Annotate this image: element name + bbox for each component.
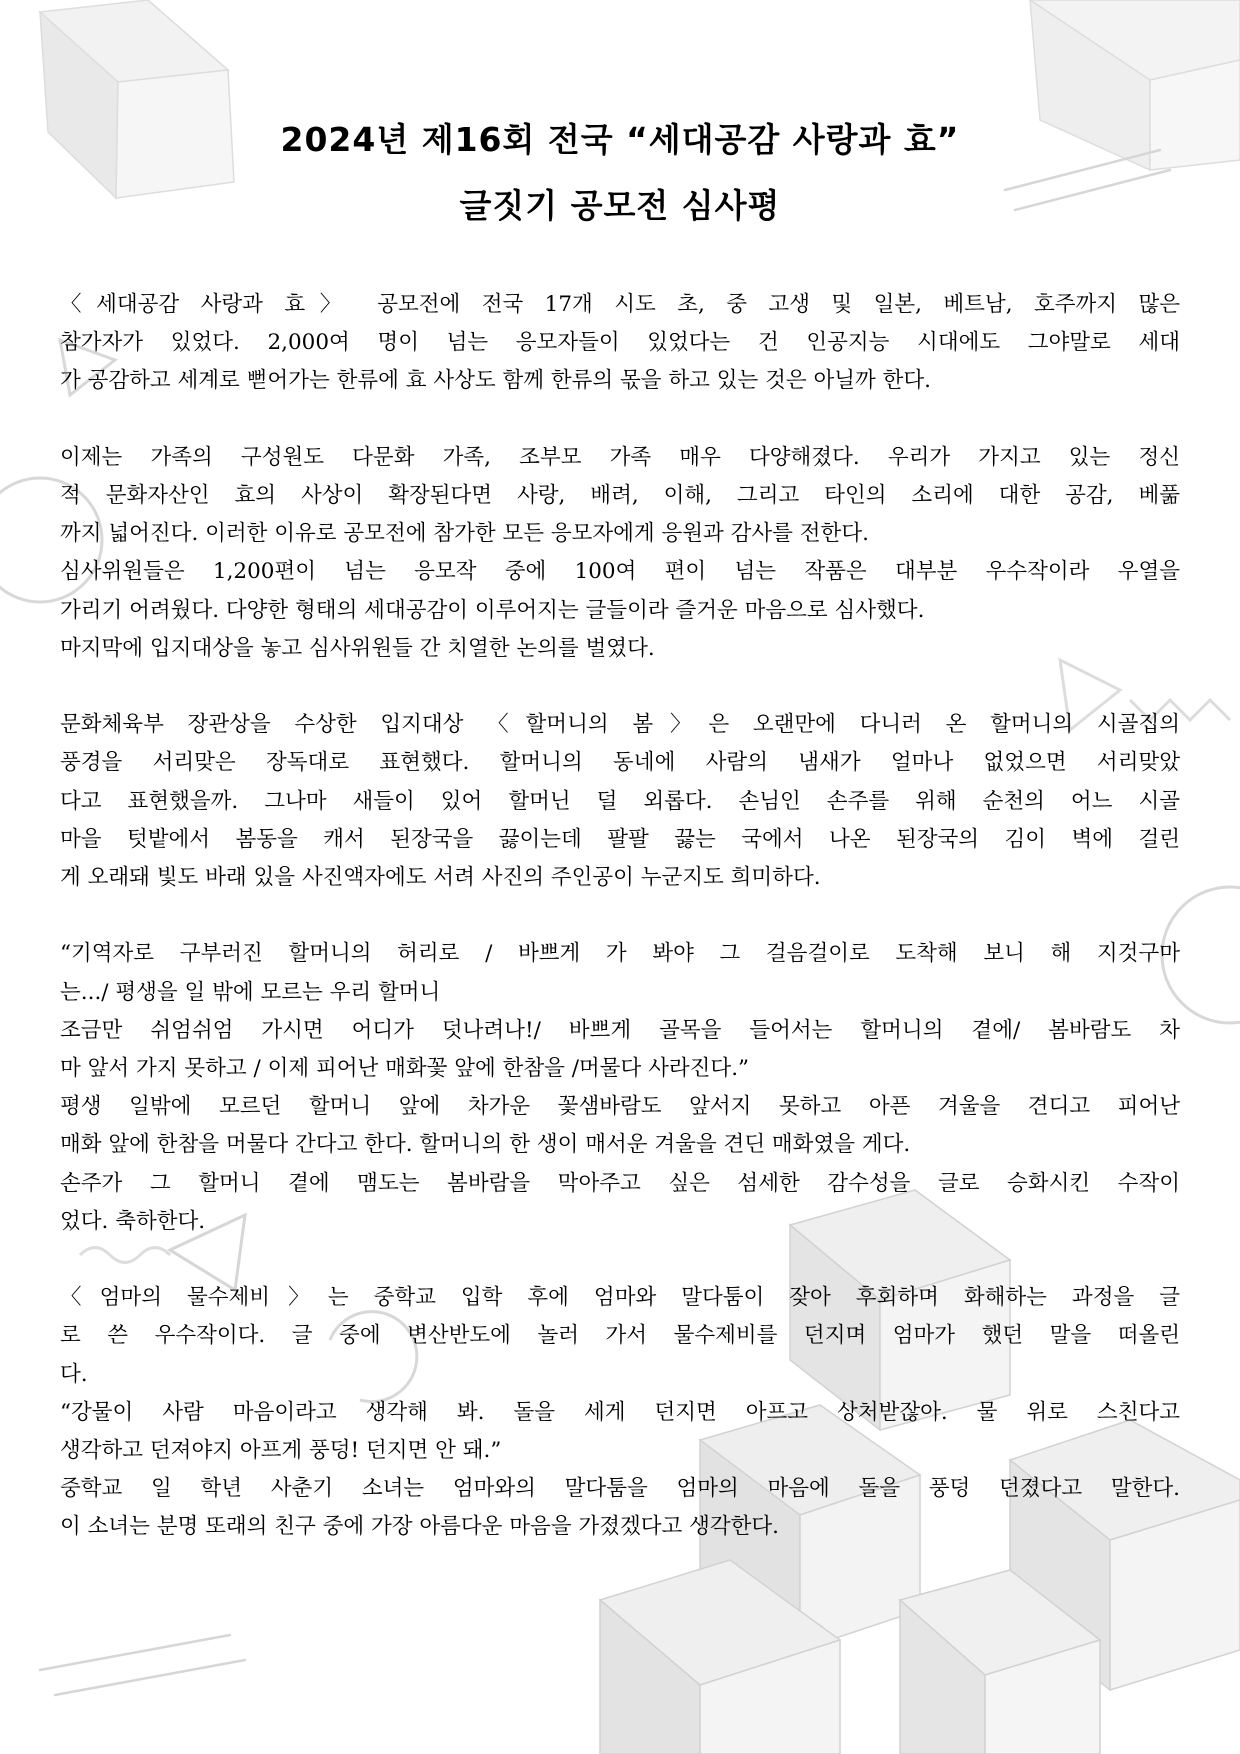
body-line: 로 쓴 우수작이다. 글 중에 변산반도에 놀러 가서 물수제비를 던지며 엄마가 했던 말을 떠올린 [60,1323,1180,1349]
body-line: 적 문화자산인 효의 사상이 확장된다면 사랑, 배려, 이해, 그리고 타인의 소리에 대한 공감, 베풂 [60,483,1180,508]
body-line: 평생 일밖에 모르던 할머니 앞에 차가운 꽃샘바람도 앞서지 못하고 아픈 겨울을 견디고 피어난 [60,1094,1180,1120]
body-line: 다고 표현했을까. 그나마 새들이 있어 할머닌 덜 외롭다. 손님인 손주를 위해 순천의 어느 시골 [60,788,1180,814]
body-line: “기역자로 구부러진 할머니의 허리로 / 바쁘게 가 봐야 그 걸음걸이로 도착해 보니 해 지것구마 [60,941,1180,967]
body-line: 참가자가 있었다. 2,000여 명이 넘는 응모자들이 있었다는 건 인공지능 시대에도 그야말로 세대 [60,330,1180,356]
body-line: 〈엄마의 물수제비〉는 중학교 입학 후에 엄마와 말다툼이 잦아 후회하며 화해하는 과정을 글 [60,1285,1180,1311]
body-line: 〈세대공감 사랑과 효〉 공모전에 전국 17개 시도 초, 중 고생 및 일본, 베트남, 호주까지 많은 [60,292,1180,317]
body-line: 가 공감하고 세계로 뻗어가는 한류에 효 사상도 함께 한류의 몫을 하고 있는 것은 아닐까 한다. [60,368,931,394]
body-line: 심사위원들은 1,200편이 넘는 응모작 중에 100여 편이 넘는 작품은 대부분 우수작이라 우열을 [60,559,1180,585]
review-body [60,286,1180,1547]
title-line-2: 글짓기 공모전 심사평 [459,186,781,225]
title-line-1: 2024년 제16회 전국 “세대공감 사랑과 효” [280,120,960,159]
body-line: 손주가 그 할머니 곁에 맴도는 봄바람을 막아주고 싶은 섬세한 감수성을 글로 승화시킨 수작이 [60,1170,1180,1196]
paragraph-gap [60,1241,1180,1279]
body-line: 마을 텃밭에서 봄동을 캐서 된장국을 끓이는데 팔팔 끓는 국에서 나온 된장국의 김이 벽에 걸린 [60,826,1180,852]
paragraph-gap [60,897,1180,935]
body-line: 었다. 축하한다. [60,1208,206,1234]
body-line: 가리기 어려웠다. 다양한 형태의 세대공감이 이루어지는 글들이라 즐거운 마음으로 심사했다. [60,597,925,623]
body-line: 매화 앞에 한참을 머물다 간다고 한다. 할머니의 한 생이 매서운 겨울을 견딘 매화였을 게다. [60,1132,911,1158]
body-line: 다. [60,1361,88,1387]
body-line: 생각하고 던져야지 아프게 풍덩! 던지면 안 돼.” [60,1438,502,1464]
body-line: 마 앞서 가지 못하고 / 이제 피어난 매화꽃 앞에 한참을 /머물다 사라진다.” [60,1056,750,1082]
body-line: 까지 넓어진다. 이러한 이유로 공모전에 참가한 모든 응모자에게 응원과 감사를 전한다. [60,521,869,547]
paragraph-gap [60,401,1180,439]
paragraph-gap [60,668,1180,706]
body-line: 는.../ 평생을 일 밖에 모르는 우리 할머니 [60,979,441,1005]
body-line: 풍경을 서리맞은 장독대로 표현했다. 할머니의 동네에 사람의 냄새가 얼마나 없었으면 서리맞았 [60,750,1180,776]
body-line: “강물이 사람 마음이라고 생각해 봐. 돌을 세게 던지면 아프고 상처받잖아. 물 위로 스친다고 [60,1399,1180,1425]
body-line: 조금만 쉬엄쉬엄 가시면 어디가 덧나려나!/ 바쁘게 골목을 들어서는 할머니의 곁에/ 봄바람도 차 [60,1017,1180,1043]
body-line: 이제는 가족의 구성원도 다문화 가족, 조부모 가족 매우 다양해졌다. 우리가 가지고 있는 정신 [60,444,1180,470]
body-line: 이 소녀는 분명 또래의 친구 중에 가장 아름다운 마음을 가졌겠다고 생각한다. [60,1514,780,1540]
body-line: 게 오래돼 빛도 바래 있을 사진액자에도 서려 사진의 주인공이 누군지도 희미하다. [60,865,821,891]
body-line: 마지막에 입지대상을 놓고 심사위원들 간 치열한 논의를 벌였다. [60,635,655,661]
body-line: 문화체육부 장관상을 수상한 입지대상 〈할머니의 봄〉은 오랜만에 다니러 온 할머니의 시골집의 [60,712,1180,738]
body-line: 중학교 일 학년 사춘기 소녀는 엄마와의 말다툼을 엄마의 마음에 돌을 풍덩 던졌다고 말한다. [60,1476,1180,1502]
